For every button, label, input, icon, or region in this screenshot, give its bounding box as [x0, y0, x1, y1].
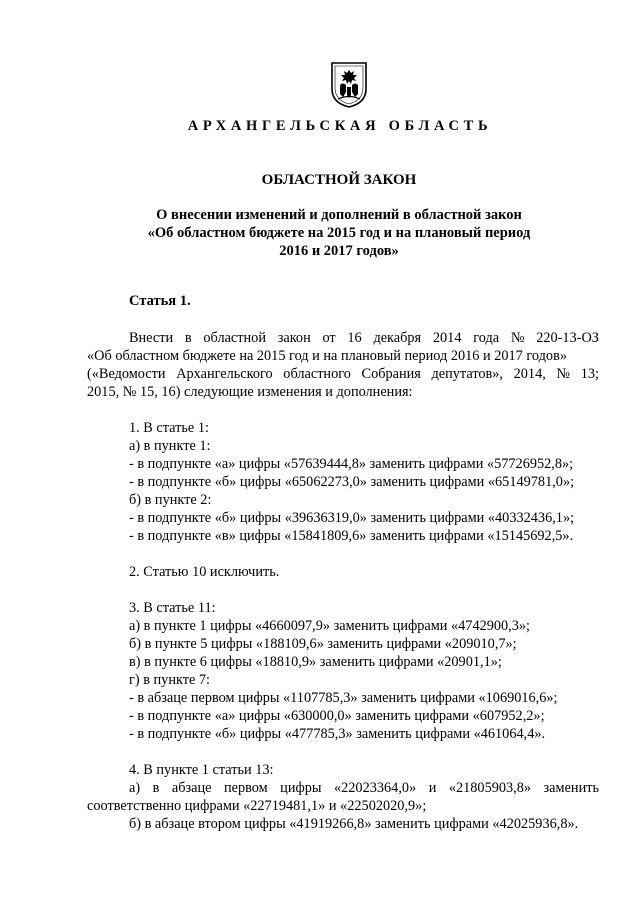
intro-line-4: 2015, № 15, 16) следующие изменения и дополнения: [87, 384, 413, 400]
document-type: ОБЛАСТНОЙ ЗАКОН [261, 172, 417, 188]
item-3-c: в) в пункте 6 цифры «18810,9» заменить цифрами «20901,1»; [129, 654, 502, 670]
item-1-a1: - в подпункте «а» цифры «57639444,8» заменить цифрами «57726952,8»; [129, 456, 574, 472]
word: абзаце [171, 780, 212, 796]
word: Собрания [361, 366, 421, 382]
word: «22023364,0» [333, 780, 417, 796]
word: («Ведомости [87, 366, 166, 382]
item-1-b2: - в подпункте «в» цифры «15841809,6» заменить цифрами «15145692,5». [129, 528, 574, 544]
intro-line-2: «Об областном бюджете на 2015 год и на плановый период 2016 и 2017 годов» [87, 348, 567, 364]
item-3-d2: - в подпункте «а» цифры «630000,0» заменить цифрами «607952,2»; [129, 708, 545, 724]
article-title: Статья 1. [129, 293, 191, 309]
word: 220-13-ОЗ [536, 330, 599, 346]
region-name: АРХАНГЕЛЬСКАЯ ОБЛАСТЬ [187, 118, 493, 134]
word: 16 [347, 330, 362, 346]
word: в [152, 780, 160, 796]
word: первом [223, 780, 268, 796]
word: № [556, 366, 571, 382]
subject-line: «Об областном бюджете на 2015 год и на плановый период [147, 225, 531, 241]
item-3-head: 3. В статье 11: [129, 600, 216, 616]
intro-line-3 [87, 365, 599, 383]
item-4-a-line-2: соответственно цифрами «22719481,1» и «22502020,9»; [87, 798, 427, 814]
word: и [428, 780, 437, 796]
word: закон [277, 330, 311, 346]
word: областной [203, 330, 266, 346]
word: депутатов», [431, 366, 503, 382]
word: 2014 [432, 330, 462, 346]
item-1-a2: - в подпункте «б» цифры «65062273,0» заменить цифрами «65149781,0»; [129, 474, 575, 490]
word: от [322, 330, 336, 346]
word: заменить [543, 780, 599, 796]
word: 13; [580, 366, 599, 382]
item-3-b: б) в пункте 5 цифры «188109,6» заменить цифрами «209010,7»; [129, 636, 517, 652]
item-4-a-line-1 [129, 779, 599, 797]
word: декабря [373, 330, 422, 346]
item-1-b1: - в подпункте «б» цифры «39636319,0» заменить цифрами «40332436,1»; [129, 510, 575, 526]
item-4-head: 4. В пункте 1 статьи 13: [129, 762, 274, 778]
intro-line-1 [129, 329, 599, 347]
word: года [473, 330, 500, 346]
item-1-a: а) в пункте 1: [129, 438, 211, 454]
item-3-d: г) в пункте 7: [129, 672, 211, 688]
subject-line: 2016 и 2017 годов» [279, 243, 399, 259]
word: Архангельского [176, 366, 273, 382]
word: 2014, [513, 366, 546, 382]
item-1-b: б) в пункте 2: [129, 492, 212, 508]
word: «21805903,8» [448, 780, 532, 796]
item-3-a: а) в пункте 1 цифры «4660097,9» заменить цифрами «4742900,3»; [129, 618, 531, 634]
coat-of-arms-icon [329, 61, 369, 109]
word: а) [129, 780, 141, 796]
item-3-d1: - в абзаце первом цифры «1107785,3» заменить цифрами «1069016,6»; [129, 690, 558, 706]
word: Внести [129, 330, 174, 346]
law-subject [0, 206, 640, 260]
item-2-head: 2. Статью 10 исключить. [129, 564, 280, 580]
word: областного [283, 366, 351, 382]
word: № [510, 330, 525, 346]
word: в [184, 330, 192, 346]
item-3-d3: - в подпункте «б» цифры «477785,3» заменить цифрами «461064,4». [129, 726, 546, 742]
item-4-b: б) в абзаце втором цифры «41919266,8» заменить цифрами «42025936,8». [129, 816, 579, 832]
subject-line: О внесении изменений и дополнений в областной закон [156, 207, 522, 223]
word: цифры [280, 780, 322, 796]
item-1-head: 1. В статье 1: [129, 420, 209, 436]
